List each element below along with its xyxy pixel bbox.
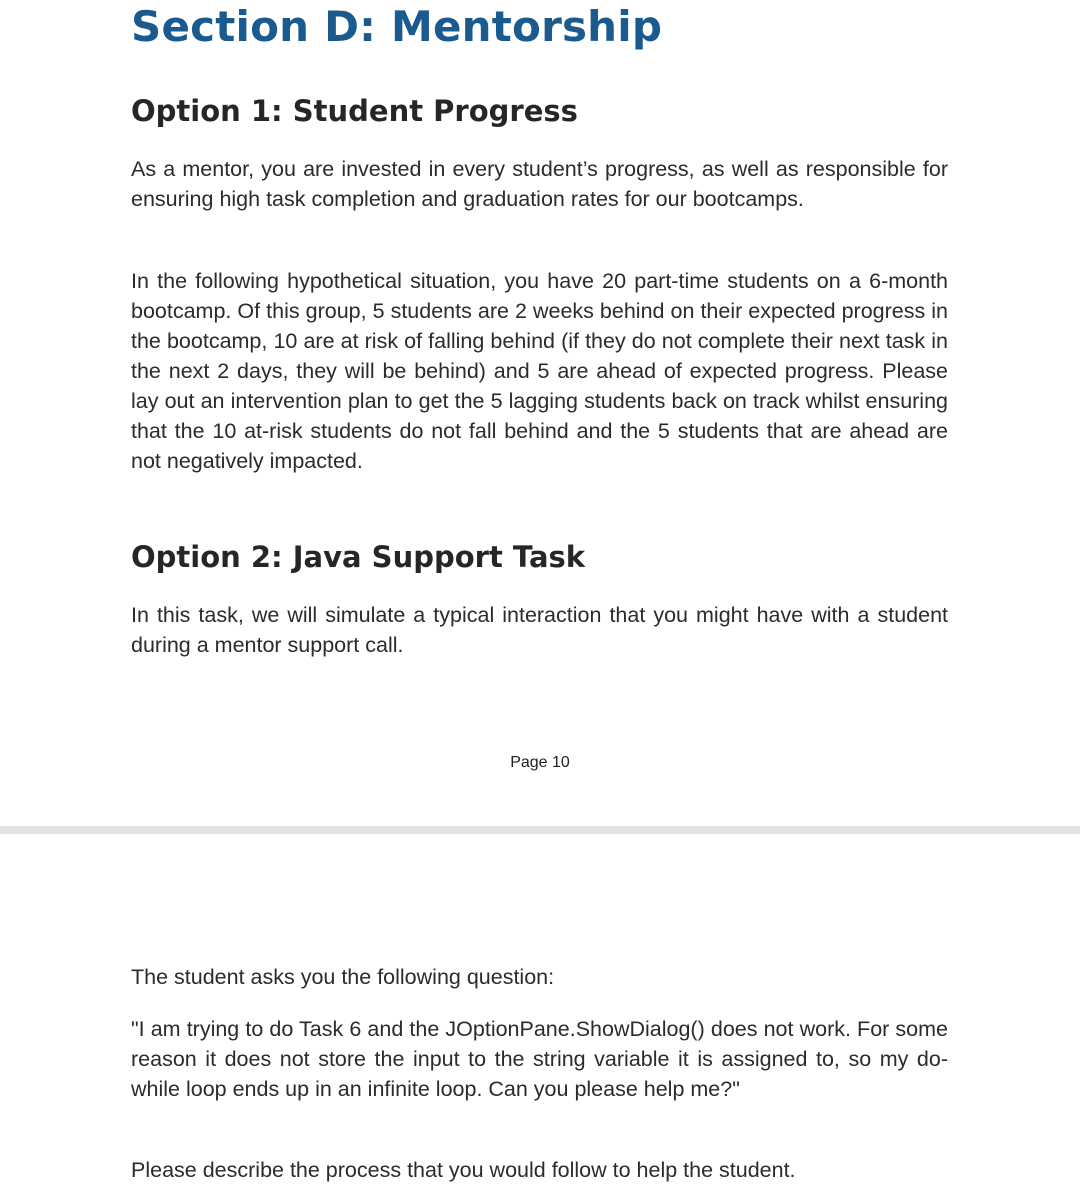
option-1-heading: Option 1: Student Progress (131, 94, 578, 128)
task-instruction: Please describe the process that you would follow to help the student. (131, 1158, 796, 1182)
section-title: Section D: Mentorship (131, 2, 663, 51)
option-1-paragraph-1: As a mentor, you are invested in every student’s progress, as well as responsible for ensuring high task completion and graduation rates for our bootcamps. (131, 157, 948, 211)
option-2-paragraph-1: In this task, we will simulate a typical interaction that you might have with a student during a mentor support call. (131, 603, 948, 657)
student-question-quote: "I am trying to do Task 6 and the JOptionPane.ShowDialog() does not work. For some reason it does not store the input to the string variable it is assigned to, so my do-while loop ends up in an infinite loop. Can you please help me?" (131, 1017, 948, 1101)
option-1-paragraph-2: In the following hypothetical situation, you have 20 part-time students on a 6-month bootcamp. Of this group, 5 students are 2 weeks behind on their expected progress in the bootcamp, 10 are at risk of falling behind (if they do not complete their next task in the next 2 days, they will be behind) and 5 are ahead of expected progress. Please lay out an intervention plan to get the 5 lagging students back on track whilst ensuring that the 10 at-risk students do not fall behind and the 5 students that are ahead are not negatively impacted. (131, 269, 948, 473)
page-number: Page 10 (510, 754, 570, 771)
option-2-heading: Option 2: Java Support Task (131, 540, 586, 574)
document-page-11 (0, 834, 1080, 1194)
student-question-intro: The student asks you the following question: (131, 965, 555, 989)
page-divider (0, 826, 1080, 834)
